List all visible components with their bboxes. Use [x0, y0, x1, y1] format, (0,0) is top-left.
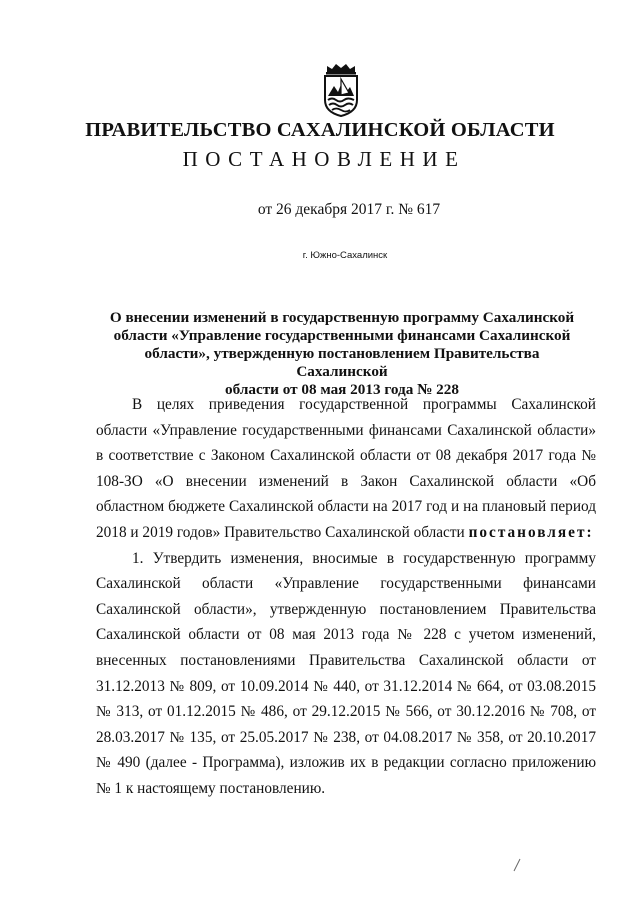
preamble-paragraph — [96, 392, 596, 546]
subject-line: области», утвержденную постановлением Правительства Сахалинской — [144, 345, 540, 380]
resolves-word: постановляет: — [468, 523, 594, 541]
document-subject — [108, 309, 576, 399]
document-type: ПОСТАНОВЛЕНИЕ — [182, 147, 466, 171]
government-title: ПРАВИТЕЛЬСТВО САХАЛИНСКОЙ ОБЛАСТИ — [85, 119, 555, 141]
subject-line: области «Управление государственными финансами Сахалинской — [113, 327, 571, 344]
item-paragraph: 1. Утвердить изменения, вносимые в государственную программу Сахалинской области «Управление государственными финансами Сахалинской области», утвержденную постановлением Правительства Сахалинской области от 08 мая 2013 года № 228 с учетом изменений, внесенных постановлениями Правительства Сахалинской области от 31.12.2013 № 809, от 10.09.2014 № 440, от 31.12.2014 № 664, от 03.08.2015 № 313, от 01.12.2015 № 486, от 29.12.2015 № 566, от 30.12.2016 № 708, от 28.03.2017 № 135, от 25.05.2017 № 238, от 04.08.2017 № 358, от 20.10.2017 № 490 (далее - Программа), изложив их в редакции согласно приложению № 1 к настоящему постановлению. — [96, 549, 596, 797]
document-city: г. Южно-Сахалинск — [302, 250, 388, 261]
subject-line: области от 08 мая 2013 года № 228 — [225, 381, 459, 398]
coat-of-arms-icon — [319, 62, 363, 118]
preamble-text: В целях приведения государственной программы Сахалинской области «Управление государственными финансами Сахалинской области» в соответствие с Законом Сахалинской области от 08 декабря 2017 года № 108-ЗО «О внесении изменений в Закон Сахалинской области «Об областном бюджете Сахалинской области на 2017 год и на плановый период 2018 и 2019 годов» Правительство Сахалинской области — [96, 396, 596, 541]
document-date-number: от 26 декабря 2017 г. № 617 — [257, 201, 441, 218]
subject-line: О внесении изменений в государственную программу Сахалинской — [109, 309, 575, 326]
margin-mark — [512, 858, 522, 872]
document-body — [96, 392, 596, 802]
